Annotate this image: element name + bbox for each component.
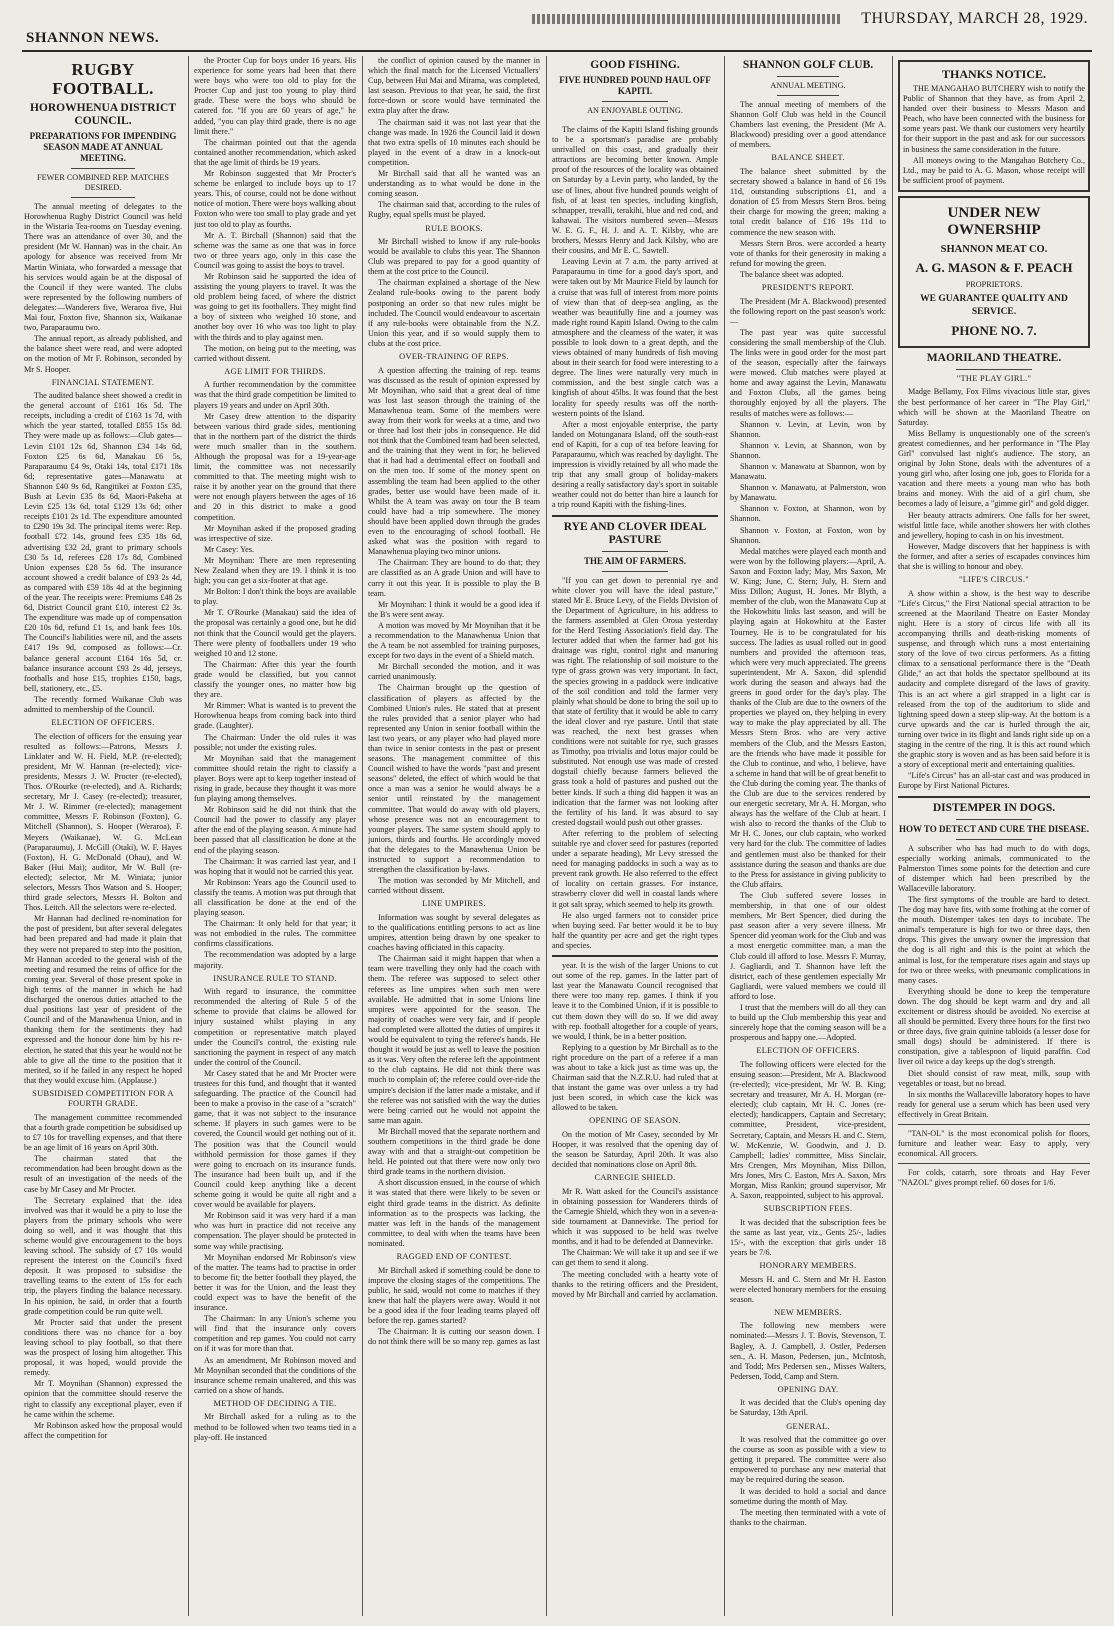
article-deck: FIVE HUNDRED POUND HAUL OFF KAPITI.	[559, 75, 711, 96]
divider	[602, 101, 668, 102]
paragraph: The President (Mr A. Blackwood) presented the following report on the past season's work:—	[730, 296, 886, 326]
paragraph: Mr Robinson said he did not think that the Council had the power to classify any player after the end of the playing season. A minute had been passed that all classification be done at the end of the playing season.	[194, 805, 356, 855]
paragraph: Mr Robinson: Years ago the Council used to classify the teams. A motion was put through that all classification be done at the end of the playing season.	[194, 877, 356, 918]
issue-date: THURSDAY, MARCH 28, 1929.	[861, 10, 1088, 27]
paragraph: The chairman said that, according to the rules of Rugby, equal spells must be played.	[368, 200, 540, 220]
paragraph: Mr Moynihan asked if the proposed grading was irrespective of size.	[194, 523, 356, 543]
paragraph: Shannon v. Manawatu at Shannon, won by Manawatu.	[730, 462, 886, 482]
paragraph: The recently formed Waikanae Club was admitted to membership of the Council.	[24, 694, 182, 714]
paragraph: Mr Birchall said that all he wanted was an understanding as to what would be done in the coming season.	[368, 169, 540, 199]
ad-line: PROPRIETORS.	[965, 279, 1023, 289]
section-heading: LINE UMPIRES.	[422, 899, 486, 909]
paragraph: The chairman explained a shortage of the New Zealand rule-books owing to the parent body postponing an order so that new rules might be included. The Council would endeavour to ascertain if any rule-books were obtainable from the N.Z. Union this year, and if so would supply them to clubs at the cost price.	[368, 278, 540, 348]
paragraph: year. It is the wish of the larger Unions to cut out some of the rep. games. In the latter part of last year the Manawatu Council recognised that there were too many rep. games. I think if you leave it to the Combined Union, if it is possible to cut them down they will do so. If we did away with rep. football altogether for a couple of years, we would, I think, be in a better position.	[552, 961, 718, 1041]
paragraph: A further recommendation by the committee was that the third grade competition be limited to players 19 years and under on April 30th.	[194, 380, 356, 410]
column-6	[898, 56, 1090, 1616]
paragraph: Mr A. T. Birchall (Shannon) said that the scheme was the same as one that was in force two or three years ago, only in this case the Council was going to assist the boys to travel.	[194, 230, 356, 270]
ad-line: SHANNON MEAT CO.	[940, 243, 1048, 255]
section-heading: PRESIDENT'S REPORT.	[761, 283, 855, 292]
paragraph: In six months the Wallaceville laboratory hopes to have ready for general use a serum which has been used very effectively in Great Britain.	[898, 1089, 1090, 1119]
paragraph: It was decided to hold a social and dance sometime during the month of May.	[730, 1486, 886, 1506]
column-5	[730, 56, 886, 1616]
divider	[71, 168, 134, 169]
paragraph: However, Madge discovers that her happiness is with the former, and after a series of escapades convinces him that she is willing to honour and obey.	[898, 541, 1090, 572]
paragraph: The annual meeting of members of the Shannon Golf Club was held in the Council Chambers last evening, the President (Mr A. Blackwood) presiding over a good attendance of members.	[730, 100, 886, 150]
paragraph: The annual report, as already published, and the balance sheet were read, and were adopted on the motion of Mr F. Robinson, seconded by Mr S. Hooper.	[24, 334, 182, 374]
paragraph: The chairman stated that the recommendation had been brought down as the result of an investigation of the needs of the case by Mr Casey and Mr Procter.	[24, 1154, 182, 1194]
paragraph: It was decided that the subscription fees be the same as last year, viz., Gents 25/-, ladies 15/-, with the exception that girls under 18 years be 7/6.	[730, 1217, 886, 1257]
paragraph: The motion, on being put to the meeting, was carried without dissent.	[194, 343, 356, 363]
paragraph: Mr Robinson asked how the proposal would affect the competition for	[24, 1420, 182, 1440]
section-heading: METHOD OF DECIDING A TIE.	[213, 1398, 337, 1408]
paragraph: The election of officers for the ensuing year resulted as follows:—Patrons, Messrs J. Linklater and W. H. Field, M.P. (re-elected); president, Mr W. Hannan (re-elected); vice-presidents, Messrs J. W. Procter (re-elected), Thos. O'Rourke (re-elected), and A. Richards; secretary, Mr J. Casey (re-elected); treasurer, Mr J. W. Rimmer (re-elected); management committee, Messrs F. Robinson (Foxton), G. Mitchell (Shannon), S. Hooper (Weraroa), F. Meyers (Waikanae), W. G. McLean (Paraparaumu), J. McGill (Otaki), W. F. Hayes (Foxton), H. G. McDonald (Ohau), and W. Baker (Hui Mai); auditor, Mr W. Bull (re-elected); selector, Mr M. Winiata; junior selectors, Messrs Thos Watson and S. Hooper; third grade selectors, Messrs H. Bolton and Thos. Leitch. All the selectors were re-elected.	[24, 731, 182, 913]
divider	[898, 796, 1090, 798]
section-heading: RAGGED END OF CONTEST.	[396, 1252, 512, 1261]
paragraph: The Chairman brought up the question of classification of players as affected by the Combined Union's rules. He stated that at present the rules provided that a senior player who had represented any Union in senior football within the last two years, or any player who had played more than twice in senior contests in the past or present seasons. The management committee of this Council wished to have the words "past and present seasons" deleted, the effect of which would be that once a man was a senior he would always be a senior until reinstated by the management committee. That would do away with old players, whose presence was not an encouragement to younger players. The same system should apply to juniors, thirds and fourths. He accordingly moved that the delegates to the Manawhenua Union be instructed to support a recommendation to strengthen the classification by-laws.	[368, 683, 540, 875]
paragraph: A show within a show, is the best way to describe "Life's Circus," the First National special attraction to be screened at the Maoriland Theatre on Easter Monday night. Here is a story of circus life with all its accompanying thrills and death-risking moments of suspense, and through which runs a most entertaining story of the love of two circus performers. As a fitting climax to a sensational performance there is the "Death Glide," an act that holds the spectator spellbound at its audacity and complete disregard of the laws of gravity. This is an act where a girl strapped in a light car is released from the top of the auditorium to slide and lightning speed down a steep slip-way. At the bottom is a curve upwards and the car is hurled through the air, turning over twice in its flight and lands right side up on a staging in the centre of the ring. It is this act round which the graphic story is woven and as has been said before it is a story of exceptional merit and entertaining qualities.	[898, 588, 1090, 770]
paragraph: The Club suffered severe losses in membership, in that one of our oldest members, Mr Bert Spencer, died during the past season after a very severe illness. Mr Spencer did yeoman work for the Club and was a most energetic committee man, a man the Club could ill afford to lose. Messrs F. Murray, J. Gagliardi, and T. Shannon have left the district, each of these gentlemen especially Mr Gagliardi, were valued members we could ill afford to lose.	[730, 890, 886, 1001]
paragraph: THE MANGAHAO BUTCHERY wish to notify the Public of Shannon that they have, as from April 2, handed over their business to Messrs Mason and Peach, who have been connected with the business for some years past. We thank our customers very heartily for their support in the past and ask for our successors in business the same consideration in the future.	[903, 84, 1085, 154]
section-heading: OVER-TRAINING OF REPS.	[399, 352, 509, 362]
article-subdeck: AN ENJOYABLE OUTING.	[587, 106, 683, 115]
divider	[956, 839, 1033, 840]
section-heading: HONORARY MEMBERS.	[759, 1261, 857, 1271]
paragraph: The balance sheet submitted by the secretary showed a balance in hand of £6 19s 11d, outstanding subscriptions £1, and a donation of £5 from Messrs Stern Bros. being their charge for mowing the green; making a total credit balance of £16 19s 11d to commence the new season with.	[730, 166, 886, 237]
paragraph: Mr Moynihan said that the management committee should retain the right to classify a player. Boys were apt to keep together instead of rising in grade, because they thought it was more fun playing among themselves.	[194, 753, 356, 804]
paragraph: It was decided that the Club's opening day be Saturday, 13th April.	[730, 1398, 886, 1418]
paragraph: A short discussion ensued, in the course of which it was stated that there were likely to be seven or eight third grade teams in the district. As definite information as to the prospects was lacking, the matter was left in the hands of the management committee, to deal with when the teams have been nominated.	[368, 1178, 540, 1248]
paragraph: "TAN-OL" is the most economical polish for floors, furniture and leather wear. Easy to apply, very economical. All grocers.	[898, 1129, 1090, 1159]
paragraph: On the motion of Mr Casey, seconded by Mr Hooper, it was resolved that the opening day of the season be Saturday, April 20th. It was also decided that nominations close on April 8th.	[552, 1129, 718, 1170]
section-heading: ELECTION OF OFFICERS.	[51, 718, 155, 728]
paragraph: The meeting then terminated with a vote of thanks to the chairman.	[730, 1507, 886, 1527]
paragraph: Everything should be done to keep the temperature down. The dog should be kept warm and dry and all excitement or distress should be avoided. No exercise at all should be permitted. Every three hours for the first two or three days, five grain quinine tabloids (a lesser dose for small dogs) should be administered. If there is constipation, give a tablespoon of liquid paraffin. Cod liver oil twice a day keeps up the dog's strength.	[898, 986, 1090, 1067]
paragraph: Shannon v. Levin, at Shannon, won by Shannon.	[730, 440, 886, 460]
ad-proprietors: A. G. MASON & F. PEACH	[915, 259, 1073, 275]
paragraph: The recommendation was adopted by a large majority.	[194, 950, 356, 970]
masthead	[22, 10, 1092, 52]
paragraph: As an amendment, Mr Robinson moved and Mr Moynihan seconded that the conditions of the insurance scheme remain unaltered, and this was carried on a show of hands.	[194, 1355, 356, 1395]
paragraph: The Chairman said it might happen that when a team were travelling they only had the coach with them. The referee was supposed to select other referees as line umpires when such men were available. He admitted that in some Unions line umpires were appointed for the season. The majority of coaches were very fair, and if people had completed were allotted the duties of umpires it would be equivalent to tying the referee's hands. He thought it would be just as well to leave the position as it was. Very often the referee left the appointment to the club captains. He did not think there was much to complain of; the referee could over-ride the umpire's decision if the latter made a mistake, and if the referee was not satisfied with the way the duties were being carried out he would not appoint the same man again.	[368, 954, 540, 1125]
paragraph: Mr R. Watt asked for the Council's assistance in obtaining possession for Wanderers thirds of the Carnegie Shield, which they won in a seven-a-side tournament at Dannevirke. The period for which it was supposed to be held was twelve months, and it had to be defended at Dannevirke.	[552, 1186, 718, 1247]
paragraph: The past year was quite successful considering the small membership of the Club. The links were in good order for the most part of the season, especially after the fairways were mowed. Club matches were played at home and away against the Levin, Manawatu and Foxton Clubs, all the games being thoroughly enjoyed by all the players. The results of matches were as follows:—	[730, 327, 886, 418]
divider	[956, 819, 1033, 820]
paragraph: A motion was moved by Mr Moynihan that it be a recommendation to the Manawhenua Union that the A team be not assembled for training purposes, except for two days in the event of a Shield match.	[368, 620, 540, 661]
column-2	[194, 56, 356, 1616]
paragraph: Mr Robinson suggested that Mr Procter's scheme be enlarged to include boys up to 17 years. This, of course, could not be done without notice of motion. There were boys walking about Foxton who were too small to play grade and yet just too old to play as fourths.	[194, 169, 356, 229]
paragraph: The balance sheet was adopted.	[740, 269, 844, 279]
article-title: RYE AND CLOVER IDEAL PASTURE	[563, 520, 707, 546]
paragraph: Mr T. O'Rourke (Manakau) said the idea of the proposal was certainly a good one, but he did not think that the Council would get the players. There were plenty of footballers under 19 who weighed 10 and 12 stone.	[194, 608, 356, 658]
divider	[602, 120, 668, 121]
paragraph: Mr Birchall moved that the separate northern and southern competitions in the third grade be done away with and that a straight-out competition be held. He pointed out that there were now only two third grade teams in the northern division.	[368, 1126, 540, 1177]
paragraph: The Chairman: We will take it up and see if we can get them to send it along.	[552, 1248, 718, 1268]
paragraph: "If you can get down to perennial rye and white clover you will have the ideal pasture," stated Mr E. Bruce Levy, of the Fields Division of the Department of Agriculture, in his address to the farmers assembled at Glen Oroua yesterday for the Herd Testing Association's field day. The lecturer added that when the farmer had got his drainage was right, control right and manuring was right. The relationship of soil moisture to the type of grass grown was very important. In fact, the species growing in a paddock were indicative of the soil condition and told the farmer very plainly what should be done to bring the soil up to that state of fertility that it would be able to carry the ideal clover and rye pasture. Until that state was reached, the next best grasses when conditions were not suitable for rye, such grasses as Timothy, poa trivialis and lotus major could be substituted. Not enough use was made of crested dogstail chiefly because farmers believed the grass took a hold of pastures and pushed out the better kinds. If such a thing did happen it was an indication that the farmer was not looking after the fertility of his land. It was absurd to say crested dogstail would push out other grasses.	[552, 575, 718, 827]
ad-title: UNDER NEW OWNERSHIP	[947, 204, 1041, 238]
divider	[552, 955, 718, 957]
paragraph: After a most enjoyable enterprise, the party landed on Motunganara Island, off the south-east end of Kapiti, for a cup of tea before leaving for Paraparaumu, which was reached by daylight. The impression is vividly retained by all who made the trip that any small group of holiday-makers desiring a really satisfactory day's sport in suitable weather could not do better than hire a launch for a trip round Kapiti with the fishing-lines.	[552, 419, 718, 510]
paragraph: Mr Birchall asked if something could be done to improve the closing stages of the competitions. The public, he said, would not come to matches if they knew that half the players were away. Would it not be a good idea if the four leading teams played off before the rep. games started?	[368, 1265, 540, 1325]
section-heading: ELECTION OF OFFICERS.	[756, 1046, 860, 1056]
new-ownership-ad	[898, 196, 1090, 348]
paragraph: Replying to a question by Mr Birchall as to the right procedure on the part of a referee if a man was about to take a kick just as time was up, the Chairman said that the N.Z.R.U. had ruled that at that instant the game was over unless a try had just been scored, in which case the kick was allowed to be taken.	[552, 1042, 718, 1113]
paragraph: Diet should consist of raw meat, milk, soup with vegetables or toast, but no bread.	[898, 1068, 1090, 1088]
paragraph: Messrs H. and C. Stern and Mr H. Easton were elected honorary members for the ensuing season.	[730, 1274, 886, 1304]
thanks-notice-ad	[898, 60, 1090, 192]
section-heading: "THE PLAY GIRL."	[956, 373, 1032, 383]
divider	[777, 76, 839, 77]
column-1	[24, 56, 182, 1616]
paragraph: the Procter Cup for boys under 16 years. His experience for some years had been that there were boys who were too old to play for the Procter Cup and just too young to play third grade. These were the boys who should be catered for. "If you are 60 years of age," he added, "you can play third grade, there is no age limit there."	[194, 56, 356, 136]
paragraph: Mr Hannan had declined re-nomination for the post of president, but after several delegates had been prepared and had made it plain that they were not prepared to step into the position, Mr Hannan acceded to the general wish of the meeting and resumed the reins of office for the coming year. Several of those present spoke in high terms of the manner in which he had discharged the onerous duties attached to the dual positions last year of president of the Council and of the Manawhenua Union, and in thanking them for the sentiments they had expressed and the honour done him by his re-election, he stated that this year he would not be able to give all the time to the position that it merited, so if he failed in any respect he hoped that they would excuse him. (Applause.)	[24, 914, 182, 1085]
paragraph: The chairman said it was not last year that the change was made. In 1926 the Council laid it down that two extra spells of 10 minutes each should be played in the event of a draw in a knock-out competition.	[368, 117, 540, 167]
paragraph: The Chairman: They are bound to do that; they are classified as an A grade Union and will have to carry it out this year. It is possible to play the B team.	[368, 558, 540, 598]
article-title: GOOD FISHING.	[590, 59, 680, 71]
section-heading: CARNEGIE SHIELD.	[594, 1173, 676, 1183]
divider	[602, 551, 668, 552]
section-heading: GENERAL.	[786, 1421, 830, 1431]
paragraph: The Secretary explained that the idea involved was that it would be a pity to lose the players from the primary schools who were doing so well, and it was thought that this scheme would give encouragement to the boys leaving school. The subsidy of £7 10s would represent the interest on the Council's fixed deposit. It was proposed to subsidise the travelling teams to the extent of 15s for each trip, the players finding the balance necessary. In his opinion, he said, in order that a fourth grade competition could be run quite well.	[24, 1195, 182, 1316]
paragraph: Information was sought by several delegates as to the qualifications entitling persons to act as line umpires, attention being drawn by one speaker to coaches having officiated in this capacity.	[368, 912, 540, 953]
paragraph: Mr Bolton: I don't think the boys are available to play.	[194, 587, 356, 607]
divider	[956, 369, 1033, 370]
paragraph: The following new members were nominated:—Messrs J. T. Bovis, Stevenson, T. Bagley, A. J. Campbell, J. Ostler, Pedersen sen., A. H. Mason, Pedersen, jun., McIntosh, and Todd; Mrs Pedersen sen., Misses Walters, Pedersen, Todd, Camp and Stern.	[730, 1321, 886, 1381]
paragraph: A question affecting the training of rep. teams was discussed as the result of opinion expressed by Mr Moynihan, who said that a great deal of time was lost last season through the training of the Manawhenua team. Some of the members were away from their work for weeks at a time, and two or three had lost their jobs in consequence. He did not think that the Combined team had been selected, and the training that they went in for; he believed that it had had a detrimental effect on football and on the men too. If some of the money spent on assembling the team had been applied to the other grades, better use would have been made of it. Whilst the A team was away on tour the B team could have had a trip somewhere. The money should have been applied down through the grades even to the encouraging of school football. He asked what was the position with regard to Manawhenua playing two minor unions.	[368, 365, 540, 557]
article-title: MAORILAND THEATRE.	[926, 351, 1062, 364]
paragraph: Her beauty attracts admirers. One falls for her sweet, wistful little face, while another showers her with clothes and jewellery, hoping to cash in on his investment.	[898, 510, 1090, 540]
paragraph: All moneys owing to the Mangahao Butchery Co., Ltd., may be paid to A. G. Mason, whose receipt will be sufficient proof of payment.	[903, 155, 1085, 185]
paragraph: Shannon v. Manawatu, at Palmerston, won by Manawatu.	[730, 483, 886, 503]
paragraph: The audited balance sheet showed a credit in the general account of £161 16s 5d. The receipts, including a credit of £163 1s 7d, with which the year started, totalled £855 15s 8d. They were made up as follows:—Club gates—Levin £101 12s 6d, Shannon £34 14s 6d, Foxton £25 6s 6d, Manakau £6 5s, Paraparaumu £4 9s, Otaki 14s, total £171 18s 6d; representative gates—Manawatu at Shannon £40 9s 6d, Rangitikei at Foxton £35, Bush at Levin £35 8s 6d, Maori-Pakeha at Levin £25 13s 6d, total £129 13s 6d; other receipts £101 2s 1d. The expenditure amounted to £290 19s 3d. The principal items were: Rep. football £72 14s, ground fees £35 18s 6d, advertising £32 2d, grant to primary schools £30 5s 1d, referees £28 17s 8d, Combined Union expenses £28 5s 6d. The insurance account showed a credit balance of £93 2s 4d, as compared with £59 18s 4d at the beginning of the year. The receipts were: Premiums £48 2s 6d, District Council grant £10, interest £2 3s. The expenditure was made up of compensation £20 10s 6d, refund £1 1s, and bank fees 10s. The Council's liabilities were nil, and the assets £417 19s 9d, composed as follows:—Cr. balance general account £164 16s 5d, cr. balance insurance account £93 2s 4d, jerseys, footballs and hose £15, trophies £150, bags, bell, stationery, etc., £5.	[24, 391, 182, 693]
paragraph: Medal matches were played each month and were won by the following players:—April, A. Saxon and Foxton lady; May, Mrs Saxon, Mr W. King; June, C. Stern; July, H. Stern and Miss Dillon; August, H. Jones. Mr Blyth, a member of the club, won the Manawatu Cup at the Hokowhitu links last season, and will be playing again at Hokowhitu at the Easter Tourney. He is to be congratulated for his success. The ladies as usual rolled out in good numbers and provided the afternoon teas, which were very much appreciated. The greens superintendent, Mr A. Saxon, did splendid work during the season and always had the greens in good order for the day's play. The thanks of the Club are due to the owners of the properties we played on, they helping in every way to make the play appreciated by all. The Messrs Stern Bros. who are very active members of the Club, and the Messrs Easton, are the friends who have made it possible for the Club to continue, and who, I believe, have a scheme in hand that will be of great benefit to the Club during the coming year. The thanks of the Club are due to the services rendered by our energetic secretary, Mr A. H. Morgan, who always has the welfare of the Club at heart. I wish also to record the thanks of the Club to Mr H. C. Jones, our club captain, who worked very hard for the club. The committee of ladies and gentlemen must also be thanked for their assistance during the season and thanks are due to the Press for assistance in giving publicity to the Club affairs.	[730, 546, 886, 889]
paragraph: The Chairman: It only held for that year; it was not embodied in the rules. The committee confirms classifications.	[194, 919, 356, 949]
article-title: SHANNON GOLF CLUB.	[742, 59, 874, 71]
paragraph: The management committee recommended that a fourth grade competition be subsidised up to £7 10s for travelling expenses, and that there be an age limit of 16 years on April 30th.	[24, 1112, 182, 1153]
section-heading: AGE LIMIT FOR THIRDS.	[224, 366, 326, 376]
paper-name: SHANNON NEWS.	[26, 30, 160, 46]
paragraph: Mr Moynihan: I think it would be a good idea if the B's were sent away.	[368, 599, 540, 619]
paragraph: It was resolved that the committee go over the course as soon as possible with a view to getting it prepared. The committee were also empowered to purchase any new material that may be required during the season.	[730, 1435, 886, 1485]
paragraph: Mr Rimmer: What is wanted is to prevent the Horowhenua heaps from coming back into third grade. (Laughter).	[194, 701, 356, 731]
article-subdeck: ANNUAL MEETING.	[770, 81, 846, 90]
article-subdeck: THE AIM OF FARMERS.	[583, 555, 686, 566]
paragraph: Mr Birchall seconded the motion, and it was carried unanimously.	[368, 662, 540, 682]
paragraph: the conflict of opinion caused by the manner in which the final match for the Licensed Victuallers' Cup, between Hui Mai and Mirama, was completed, last season. Previous to that year, he said, the first force-down or score would have terminated the extra play after the draw.	[368, 56, 540, 116]
column-rule	[546, 56, 547, 1616]
section-heading: SUBSIDISED COMPETITION FOR A FOURTH GRADE.	[32, 1088, 174, 1109]
section-heading: SUBSCRIPTION FEES.	[763, 1204, 853, 1214]
paragraph: The meeting concluded with a hearty vote of thanks to the retiring officers and the President, moved by Mr Birchall and carried by acclamation.	[552, 1269, 718, 1299]
column-rule	[362, 56, 363, 1616]
paragraph: He also urged farmers not to consider price when buying seed. Far better would it be to buy half the quantity per acre and get the right types and species.	[552, 910, 718, 950]
divider	[602, 571, 668, 572]
column-rule	[892, 56, 893, 1616]
paragraph: The claims of the Kapiti Island fishing grounds to be a sportsman's paradise are probably unrivalled on this coast, and gradually their attractions are becoming better known. Ample proof of the resources of the locality was obtained on Saturday by a Levin party, who landed, by the use of lines, about five hundred pounds weight of fish, of at least ten species, including kingfish, schnapper, trevalli, terakihi, blue and red cod, and kahawai. The visitors numbered seven—Messrs W. E. G. F., H. J. and A. T. Kilsby, who are brothers, Messrs Henry and Jack Kilsby, who are their cousins, and Mr E. C. Sawtell.	[552, 125, 718, 256]
paragraph: The motion was seconded by Mr Mitchell, and carried without dissent.	[368, 876, 540, 896]
paragraph: Miss Bellamy is unquestionably one of the screen's greatest comediennes, and her performance in "The Play Girl" convulsed last night's audience. The story, an original by John Stone, deals with the adventures of a young girl who, after losing one job, goes to Florida for a vacation and there meets a young man who has both brains and money. With the aid of a girl chum, she becomes a lady of leisure, a "gimme girl" and gold digger.	[898, 428, 1090, 509]
paragraph: Mr T. Moynihan (Shannon) expressed the opinion that the committee should reserve the right to classify any exceptional player, even if he came within the scheme.	[24, 1379, 182, 1419]
section-heading: BALANCE SHEET.	[771, 153, 845, 163]
paragraph: Mr Birchall asked for a ruling as to the method to be followed when two teams tied in a play-off. He instanced	[194, 1412, 356, 1442]
paragraph: The following officers were elected for the ensuing season:—President, Mr A. Blackwood (re-elected); vice-president, Mr W. B. King; secretary and treasurer, Mr A. H. Morgan (re-elected); club captain, Mr H. C. Jones (re-elected); handicappers, Captain and Secretary; committee, President, vice-president, Secretary, Captain, and Messrs H. and C. Stern, W. McKenzie, W. Goodwin, and J. D. Campbell; ladies' committee, Miss Sinclair, Mrs Crengen, Mrs Moynihan, Miss Dillon, Mrs Jones, Mrs C. Easton, Mrs A. Saxon, Mrs Morgan, Miss Rankin; ground supervisor, Mr A. Saxon, reappointed, subject to his approval.	[730, 1059, 886, 1201]
ad-phone: PHONE NO. 7.	[951, 322, 1037, 338]
paragraph: Mr Robinson said he supported the idea of assisting the young players to travel. It was the old problem being faced, of where the district was going to get its footballers. They might find a boy of sixteen who weighed 10 stone, and another boy over 16 who was too light to play with the thirds and to play against men.	[194, 271, 356, 342]
paragraph: The Chairman: After this year the fourth grade would be classified, but you cannot classify the younger ones, no matter how big they are.	[194, 659, 356, 700]
paragraph: The first symptoms of the trouble are hard to detect. The dog may have fits, with some frothing at the corner of the mouth. Distemper takes ten days to incubate. The animal's temperature is high for two or three days, then drops. This gives the unwary owner the impression that the dog is all right and this is the point at which the animal is lost, for the temperature rises again and stays up for two or three weeks, with pneumonic complications in many cases.	[898, 894, 1090, 985]
paragraph: Madge Bellamy, Fox Films vivacious little star, gives the best performance of her career in "The Play Girl," which will be shown at the Maoriland Theatre on Saturday.	[898, 387, 1090, 427]
column-3	[368, 56, 540, 1616]
paragraph: Shannon v. Foxton, at Shannon, won by Shannon.	[730, 504, 886, 524]
divider	[777, 95, 839, 96]
section-heading: RULE BOOKS.	[425, 223, 483, 233]
paragraph: Mr Casey drew attention to the disparity between various third grade sides, mentioning that in the northern part of the district the thirds were much smaller than in the southern. Although the proposal was for a 19-year-age limit, the committee was not necessarily committed to that. The meeting might wish to raise it by another year on the ground that there were not enough players between the ages of 16 and 20 in this district to make a good competition.	[194, 411, 356, 522]
divider	[898, 1163, 1090, 1164]
masthead-ornament	[532, 14, 842, 24]
paragraph: With regard to insurance, the committee recommended the altering of Rule 5 of the scheme to provide that claims be allowed for injury sustained whilst playing in any competition or representative match played under the Council's control, the existing rule sanctioning the payment in respect of any match under the control of the Council.	[194, 987, 356, 1067]
paragraph: Leaving Levin at 7 a.m. the party arrived at Paraparaumu in time for a good day's sport, and were taken out by Mr Maurice Field by launch for a cruise that was full of interest from more points of view than that of deep-sea angling, as the weather was beautifully fine and a journey was made right round Kapiti Island. Owing to the calm atmosphere and the clearness of the water, it was possible to look down to a great depth, and the views obtained of many hundreds of fish moving about in their search for food were interesting to a degree. The lines were naturally very much in commission, and the best single catch was a kingfish of about 45lbs. It was found that the best locality for speedy results was off the north-western points of the Island.	[552, 257, 718, 418]
paragraph: Messrs Stern Bros. were accorded a hearty vote of thanks for their generosity in making a refund for mowing the green.	[730, 238, 886, 268]
article-deck: PREPARATIONS FOR IMPENDING SEASON MADE AT ANNUAL MEETING.	[29, 131, 177, 163]
section-heading: OPENING OF SEASON.	[589, 1116, 681, 1126]
paragraph: Mr Procter said that under the present conditions there was no chance for a boy leaving school to play football, so that there was the prospect of losing him altogether. This proposal, it was hoped, would provide the remedy.	[24, 1317, 182, 1378]
paragraph: Mr Birchall wished to know if any rule-books would be available to clubs this year. The Shannon Club was prepared to pay for a good quantity of them at the cost price to the Council.	[368, 237, 540, 277]
paragraph: Mr Casey stated that he and Mr Procter were trustees for this fund, and thought that it wanted safeguarding. The practice of the Council had been to make a proviso in the case of a "scratch" game, that it was not subject to the insurance scheme. If players in such games were to be covered, the Council would get nothing out of it. The position was that the Council would withhold permission for those games if they were going to encroach on its insurance funds. The insurance had been built up, and if the Council could keep anything like a decent scheme going it would be quite all right and a cover would be available for players.	[194, 1068, 356, 1210]
paragraph: The Chairman: Under the old rules it was possible; not under the existing rules.	[194, 732, 356, 752]
ad-line: WE GUARANTEE QUALITY AND SERVICE.	[920, 293, 1068, 317]
paragraph: Mr Moynihan: There are men representing New Zealand when they are 19. I think it is too high; you can get a six-footer at that age.	[194, 555, 356, 586]
paragraph: "Life's Circus" has an all-star cast and was produced in Europe by First National Pictures.	[898, 771, 1090, 791]
section-heading: "LIFE'S CIRCUS."	[959, 575, 1029, 585]
section-heading: NEW MEMBERS.	[774, 1307, 842, 1317]
article-subdeck: HOW TO DETECT AND CURE THE DISEASE.	[899, 823, 1089, 834]
article-subdeck: FEWER COMBINED REP. MATCHES DESIRED.	[37, 173, 169, 192]
section-heading: OPENING DAY.	[777, 1384, 839, 1394]
paragraph: The Chairman: In any Union's scheme you will find that the insurance only covers competition and rep games. You could not carry on if it was for more than that.	[194, 1314, 356, 1354]
column-rule	[724, 56, 725, 1616]
article-subtitle: HOROWHENUA DISTRICT COUNCIL.	[29, 102, 176, 127]
section-heading: INSURANCE RULE TO STAND.	[213, 973, 337, 983]
paragraph: Mr Robinson said it was very hard if a man who was hurt in practice did not receive any compensation. The player should be protected in some way while practising.	[194, 1211, 356, 1251]
ad-title: THANKS NOTICE.	[941, 67, 1047, 81]
paragraph: The annual meeting of delegates to the Horowhenua Rugby District Council was held in the Wistaria Tea-rooms on Tuesday evening. There was an attendance of over 30, and the president (Mr W. Hannan) was in the chair. An apology for absence was received from Mr Martin Winiata, who forwarded a message that his services would again be at the disposal of the Council if they were wanted. The clubs were represented by the following numbers of delegates:—Wanderers five, Weraroa five, Hui Mai four, Foxton five, Shannon six, Waikanae two, Paraparaumu two.	[24, 202, 182, 333]
paragraph: The Chairman: It was carried last year, and I was hoping that it would not be carried this year.	[194, 856, 356, 876]
paragraph: After referring to the problem of selecting suitable rye and clover seed for pastures (reported under a separate heading), Mr Levy stressed the need for managing paddocks in such a way as to prevent rank growth. He also referred to the effect of locality on certain grasses. For instance, strawberry clover did well in coastal lands where it got salt spray, which seemed to help its growth.	[552, 828, 718, 909]
article-title: DISTEMPER IN DOGS.	[932, 801, 1056, 814]
paragraph: Mr Moynihan endorsed Mr Robinson's view of the matter. The teams had to practise in order to become fit; the better football they played, the better it was for the Union, and the least they could expect was to have the benefit of the insurance.	[194, 1252, 356, 1313]
divider	[898, 1124, 1090, 1125]
paragraph: A subscriber who has had much to do with dogs, especially working animals, communicated to the Palmerston Times some points for the detection and cure of distemper which had been prescribed by the Wallaceville laboratory.	[898, 843, 1090, 893]
article-title: RUGBY FOOTBALL.	[52, 60, 154, 98]
paragraph: Shannon v. Levin, at Levin, won by Shannon.	[730, 419, 886, 439]
column-rule	[188, 56, 189, 1616]
paragraph: The Chairman: It is cutting our season down. I do not think there will be so many rep. games as last	[368, 1327, 540, 1347]
paragraph: I trust that the members will do all they can to build up the Club membership this year and sincerely hope that the coming season will be a prosperous and happy one.—Adopted.	[730, 1002, 886, 1043]
column-4	[552, 56, 718, 1616]
divider	[71, 197, 134, 198]
section-heading: FINANCIAL STATEMENT.	[51, 377, 155, 387]
paragraph: For colds, catarrh, sore throats and Hay Fever "NAZOL" gives prompt relief. 60 doses for 1/6.	[898, 1168, 1090, 1188]
divider	[552, 515, 718, 517]
paragraph: The chairman pointed out that the agenda contained another recommendation, which asked that the age limit of thirds be 19 years.	[194, 137, 356, 167]
paragraph: Shannon v. Foxton, at Foxton, won by Shannon.	[730, 525, 886, 545]
paragraph: Mr Casey: Yes.	[204, 544, 255, 554]
